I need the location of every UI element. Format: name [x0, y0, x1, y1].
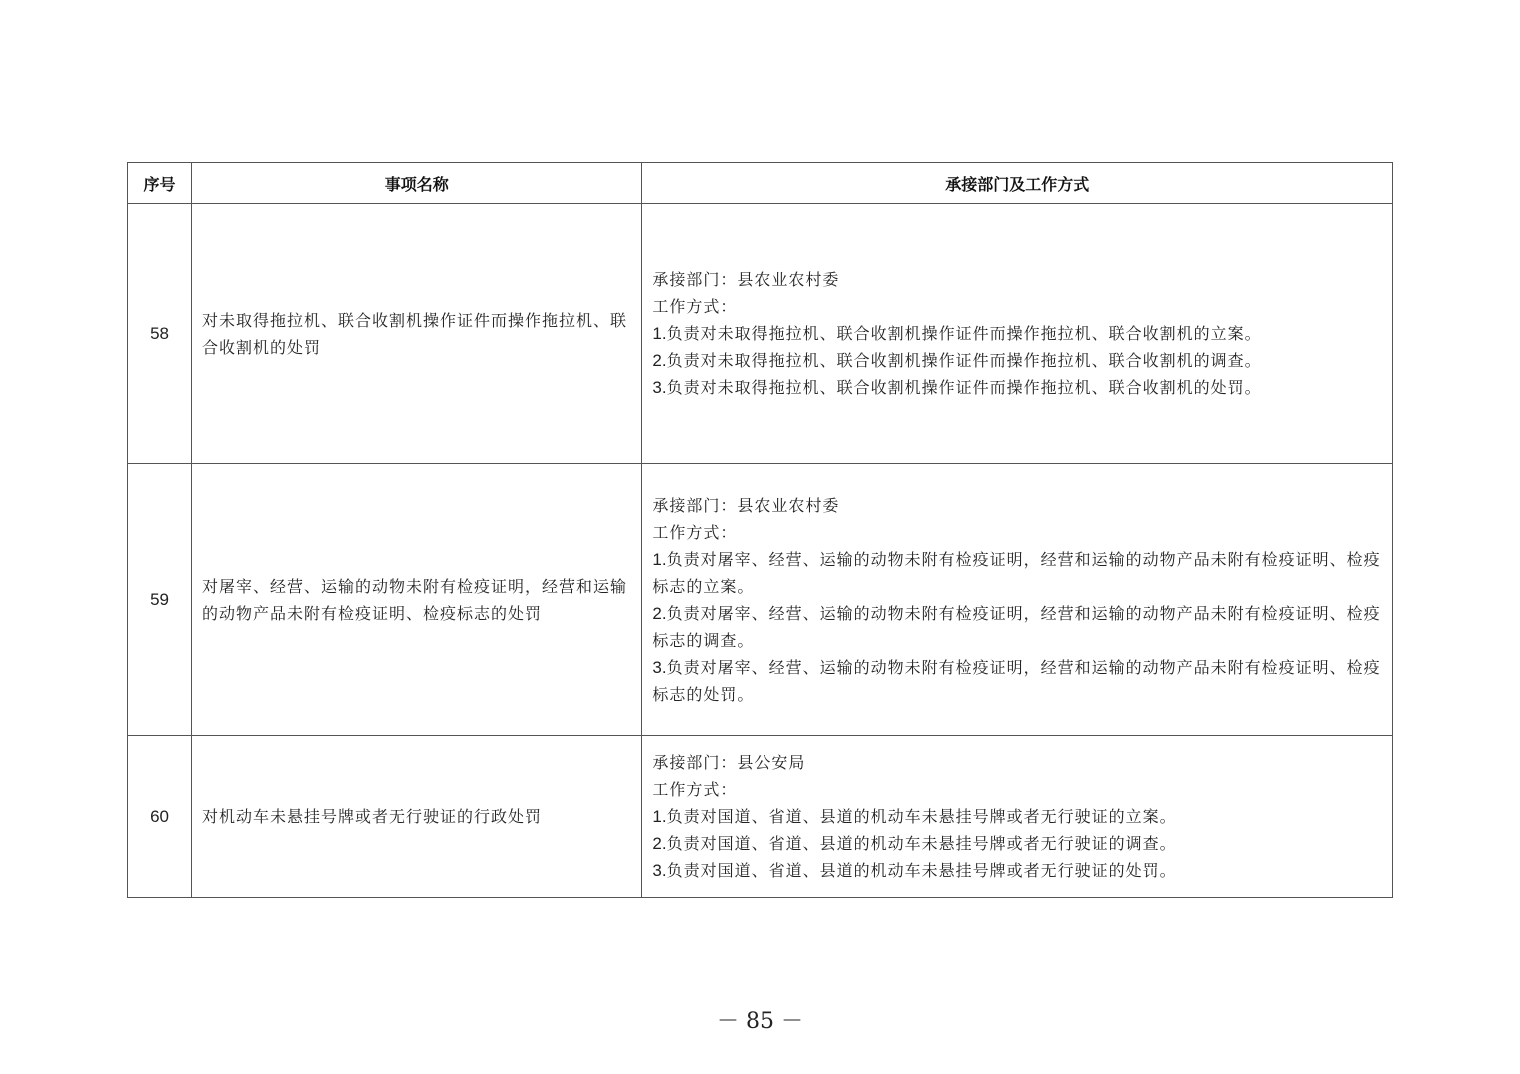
- step-number: 2.: [652, 834, 667, 853]
- step-item: [652, 374, 1382, 401]
- row-number: 58: [128, 204, 192, 464]
- dept-label: 承接部门：县农业农村委: [652, 495, 840, 515]
- table-row: [128, 204, 1393, 464]
- step-text: 负责对未取得拖拉机、联合收割机操作证件而操作拖拉机、联合收割机的调查。: [666, 351, 1262, 370]
- step-item: [652, 654, 1382, 708]
- table-row: [128, 464, 1393, 736]
- dept-method-cell: [642, 736, 1393, 898]
- row-number: 60: [128, 736, 192, 898]
- item-name: 对未取得拖拉机、联合收割机操作证件而操作拖拉机、联合收割机的处罚: [192, 204, 642, 464]
- step-text: 负责对国道、省道、县道的机动车未悬挂号牌或者无行驶证的处罚。: [666, 861, 1177, 880]
- step-text: 负责对屠宰、经营、运输的动物未附有检疫证明，经营和运输的动物产品未附有检疫证明、检疫标志的调查。: [652, 603, 1381, 650]
- step-text: 负责对屠宰、经营、运输的动物未附有检疫证明，经营和运输的动物产品未附有检疫证明、检疫标志的处罚。: [652, 657, 1381, 704]
- step-text: 负责对未取得拖拉机、联合收割机操作证件而操作拖拉机、联合收割机的处罚。: [666, 378, 1262, 397]
- method-label: 工作方式：: [652, 297, 738, 316]
- step-number: 3.: [652, 861, 667, 880]
- step-item: [652, 320, 1382, 347]
- table-row: [128, 736, 1393, 898]
- items-table: [127, 162, 1393, 898]
- dept-method-cell: [642, 204, 1393, 464]
- step-text: 负责对国道、省道、县道的机动车未悬挂号牌或者无行驶证的调查。: [666, 834, 1177, 853]
- header-dept: 承接部门及工作方式: [642, 163, 1393, 204]
- step-item: [652, 830, 1382, 857]
- step-item: [652, 546, 1382, 600]
- dept-method-cell: [642, 464, 1393, 736]
- table-header-row: [128, 163, 1393, 204]
- step-number: 2.: [652, 351, 667, 370]
- step-text: 负责对国道、省道、县道的机动车未悬挂号牌或者无行驶证的立案。: [666, 807, 1177, 826]
- page-number: － 85 －: [717, 1009, 803, 1034]
- step-number: 3.: [652, 657, 667, 677]
- item-name: 对屠宰、经营、运输的动物未附有检疫证明，经营和运输的动物产品未附有检疫证明、检疫标志的处罚: [192, 464, 642, 736]
- step-text: 负责对屠宰、经营、运输的动物未附有检疫证明，经营和运输的动物产品未附有检疫证明、检疫标志的立案。: [652, 549, 1381, 596]
- step-text: 负责对未取得拖拉机、联合收割机操作证件而操作拖拉机、联合收割机的立案。: [666, 324, 1262, 343]
- step-number: 1.: [652, 324, 667, 343]
- item-name: 对机动车未悬挂号牌或者无行驶证的行政处罚: [192, 736, 642, 898]
- method-label: 工作方式：: [652, 522, 738, 542]
- step-item: [652, 347, 1382, 374]
- step-item: [652, 857, 1382, 884]
- step-number: 2.: [652, 603, 667, 623]
- step-item: [652, 803, 1382, 830]
- dept-label: 承接部门：县公安局: [652, 753, 806, 772]
- row-number: 59: [128, 464, 192, 736]
- header-name: 事项名称: [192, 163, 642, 204]
- step-number: 3.: [652, 378, 667, 397]
- header-no: 序号: [128, 163, 192, 204]
- step-number: 1.: [652, 549, 667, 569]
- step-item: [652, 600, 1382, 654]
- step-number: 1.: [652, 807, 667, 826]
- dept-label: 承接部门：县农业农村委: [652, 270, 840, 289]
- method-label: 工作方式：: [652, 780, 738, 799]
